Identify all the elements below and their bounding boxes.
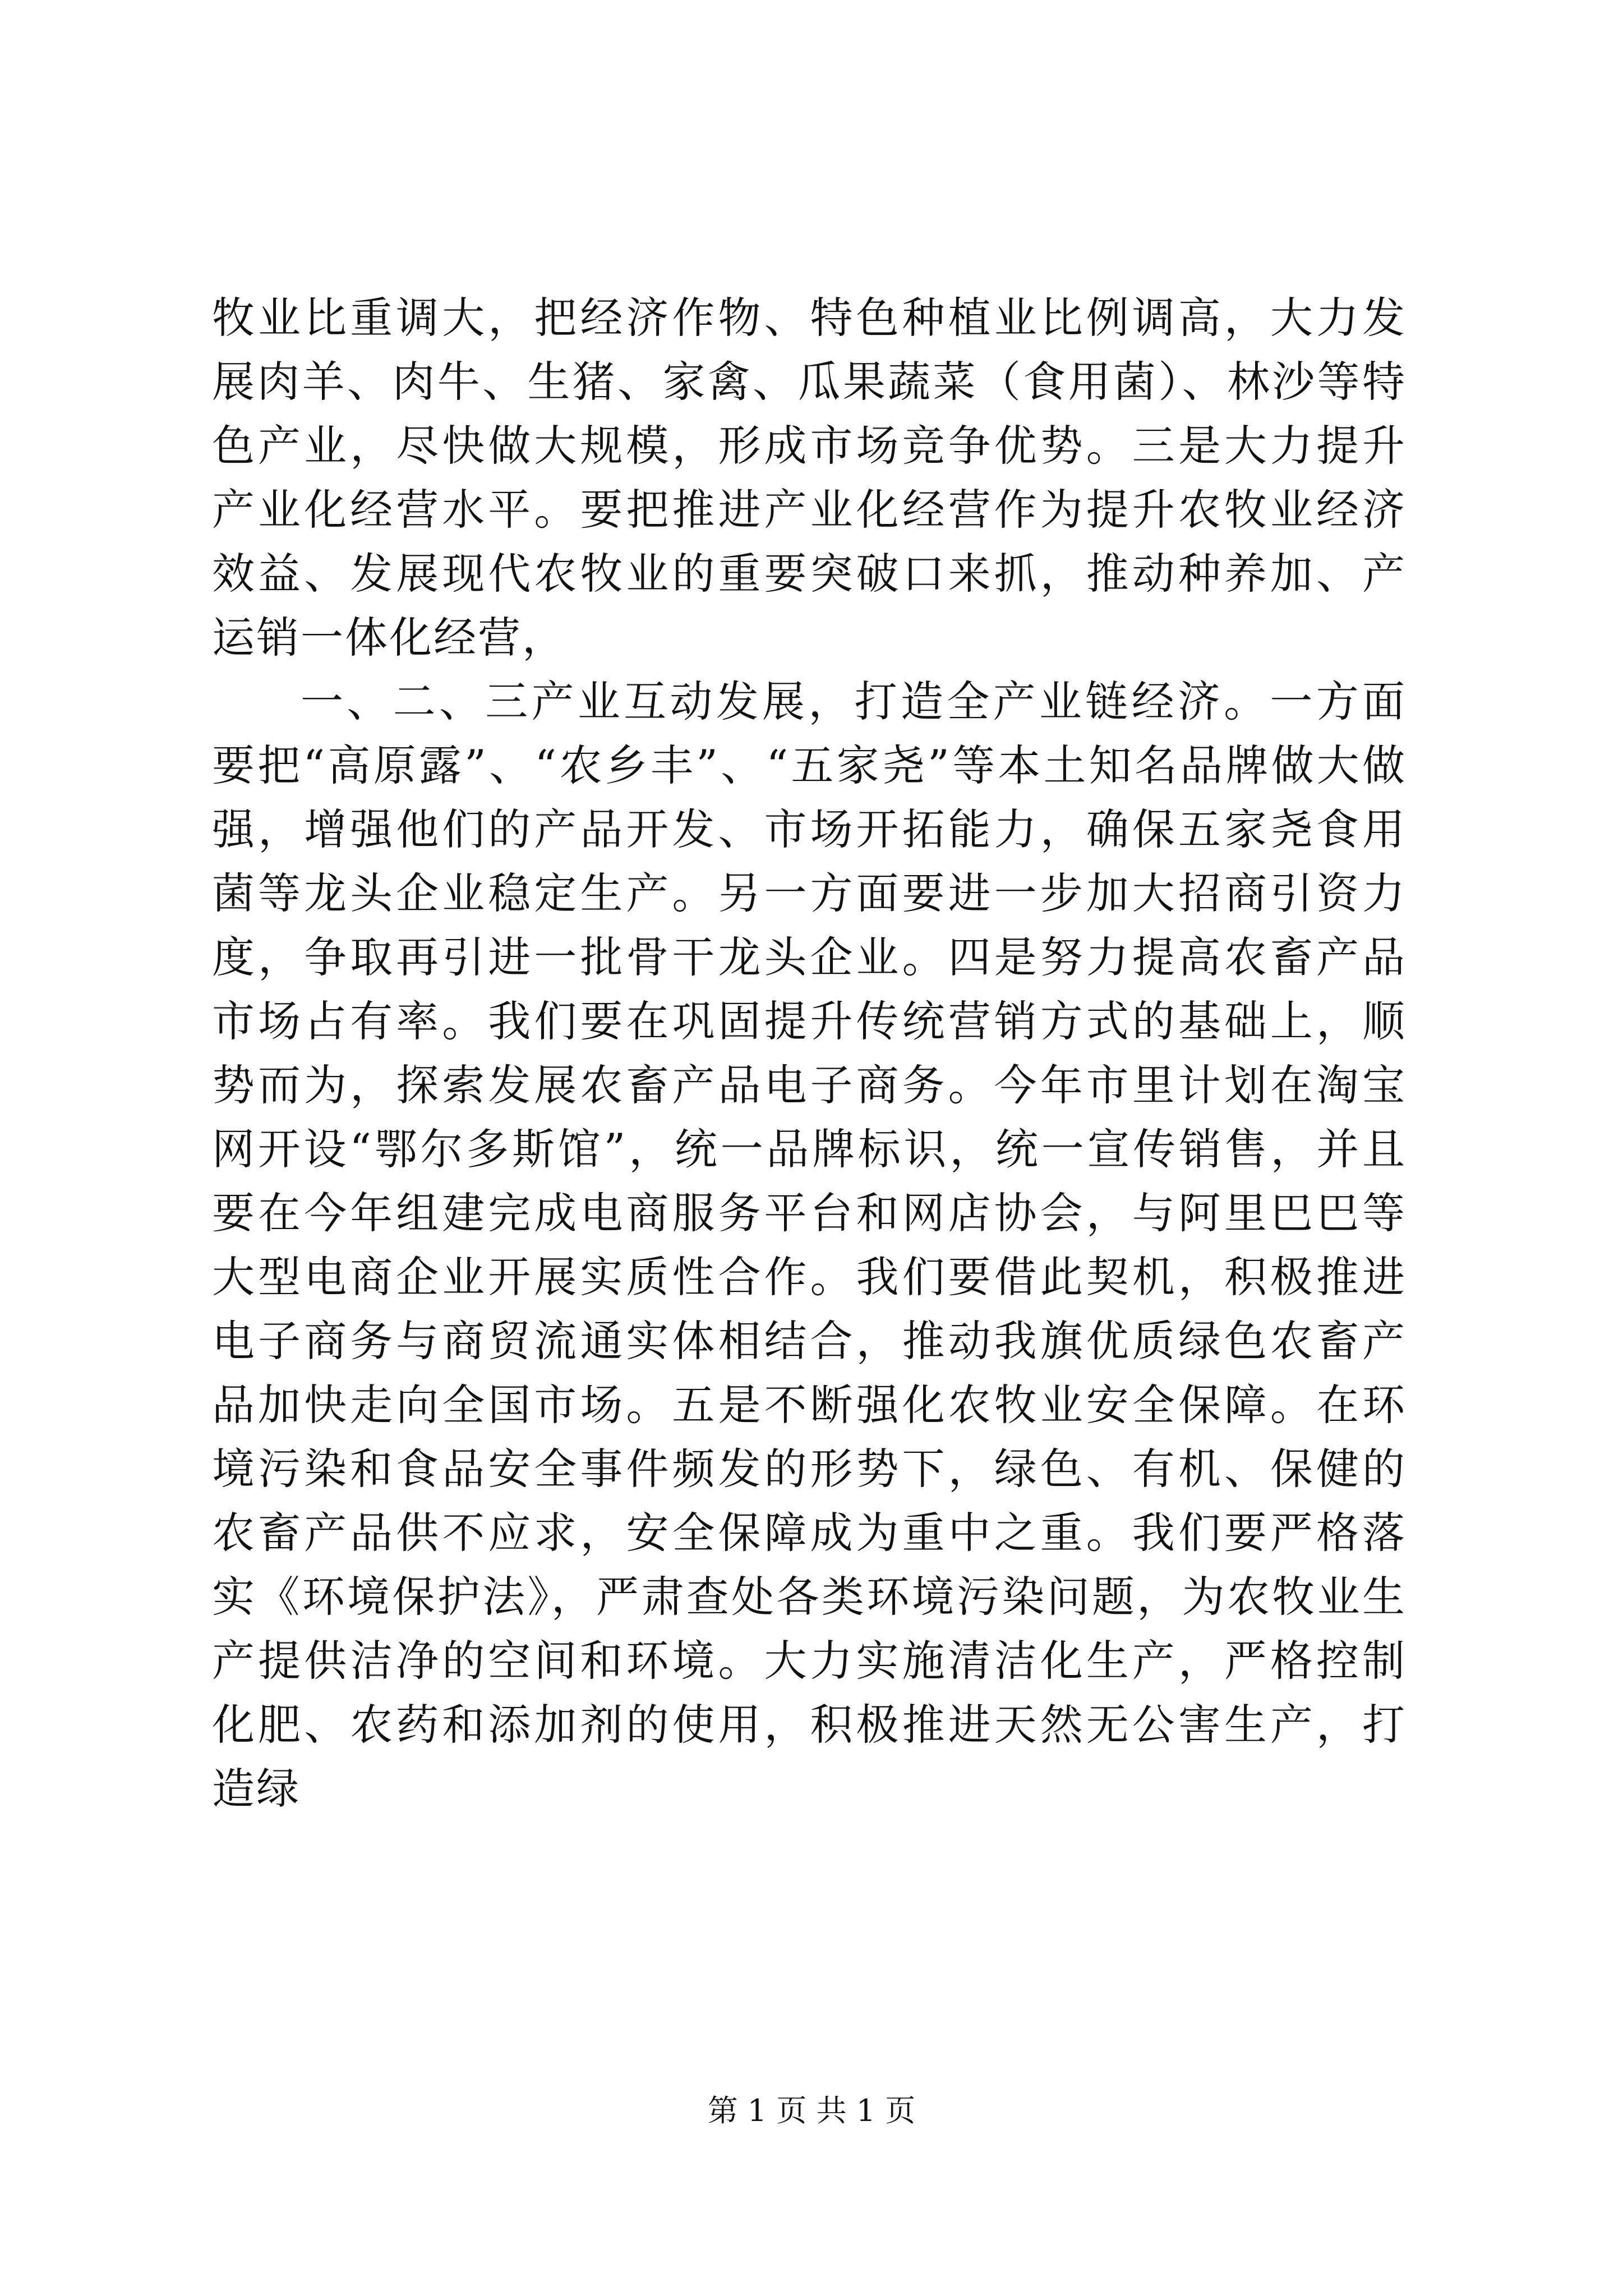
paragraph-main: 一、二、三产业互动发展，打造全产业链经济。一方面要把“高原露”、“农乡丰”、“五家尧”等本土知名品牌做大做强，增强他们的产品开发、市场开拓能力，确保五家尧食用菌等龙头企业稳定生产。另一方面要进一步加大招商引资力度，争取再引进一批骨干龙头企业。四是努力提高农畜产品市场占有率。我们要在巩固提升传统营销方式的基础上，顺势而为，探索发展农畜产品电子商务。今年市里计划在淘宝网开设“鄂尔多斯馆”，统一品牌标识，统一宣传销售，并且要在今年组建完成电商服务平台和网店协会，与阿里巴巴等大型电商企业开展实质性合作。我们要借此契机，积极推进电子商务与商贸流通实体相结合，推动我旗优质绿色农畜产品加快走向全国市场。五是不断强化农牧业安全保障。在环境污染和食品安全事件频发的形势下，绿色、有机、保健的农畜产品供不应求，安全保障成为重中之重。我们要严格落实《环境保护法》，严肃查处各类环境污染问题，为农牧业生产提供洁净的空间和环境。大力实施清洁化生产，严格控制化肥、农药和添加剂的使用，积极推进天然无公害生产，打造绿 xyxy=(212,677,1407,1814)
paragraph-continued: 牧业比重调大，把经济作物、特色种植业比例调高，大力发展肉羊、肉牛、生猪、家禽、瓜果蔬菜（食用菌）、林沙等特色产业，尽快做大规模，形成市场竞争优势。三是大力提升产业化经营水平。要把推进产业化经营作为提升农牧业经济效益、发展现代农牧业的重要突破口来抓，推动种养加、产运销一体化经营， xyxy=(212,293,1407,662)
document-body xyxy=(212,286,1407,1821)
page-footer: 第 1 页 共 1 页 xyxy=(707,2093,916,2128)
